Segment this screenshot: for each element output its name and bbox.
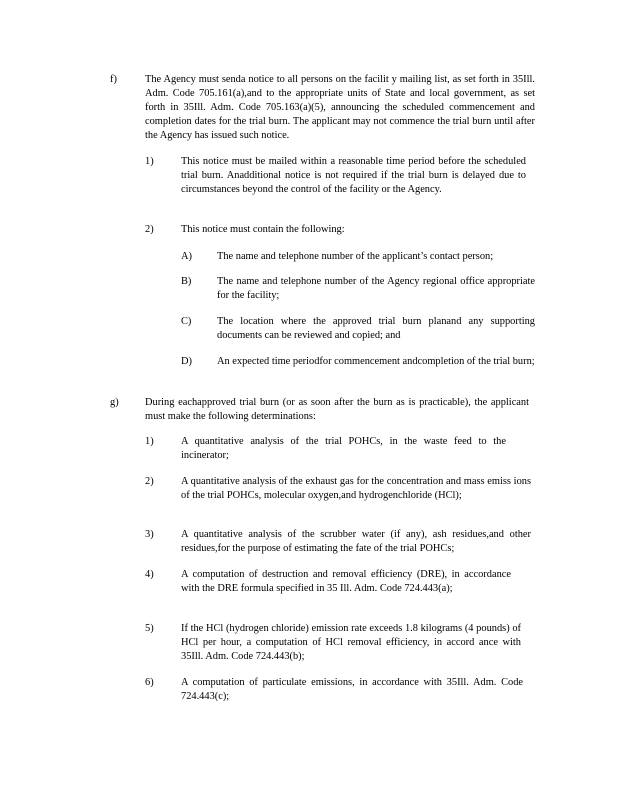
subitem-d-label: D) <box>181 356 192 367</box>
section-g-item-4-label: 4) <box>145 569 154 580</box>
subitem-d-text: An expected time periodfor commencement andcompletion of the trial burn; <box>217 356 535 367</box>
section-g-item-1-label: 1) <box>145 436 154 447</box>
section-g-text: During eachapproved trial burn (or as soon after the burn as is practicable), the applicant must make the following determinations: <box>145 397 529 422</box>
section-f-item-2-text: This notice must contain the following: <box>181 224 345 235</box>
section-g-item-6-text: A computation of particulate emissions, in accordance with 35Ill. Adm. Code 724.443(c); <box>181 677 523 702</box>
section-g-item-2-text: A quantitative analysis of the exhaust gas for the concentration and mass emiss ions of the trial POHCs, molecular oxygen,and hydrogenchloride (HCl); <box>181 476 531 501</box>
section-f-item-1-text: This notice must be mailed within a reasonable time period before the scheduled trial burn. Anadditional notice is not required if the trial burn is delayed due to circumstances beyond the control of the facility or the Agency. <box>181 156 526 195</box>
section-g-item-5-text: If the HCl (hydrogen chloride) emission rate exceeds 1.8 kilograms (4 pounds) of HCl per hour, a computation of HCl removal efficiency, in accord ance with 35Ill. Adm. Code 724.443(b); <box>181 623 521 662</box>
subitem-a-text: The name and telephone number of the applicant’s contact person; <box>217 251 494 262</box>
section-g-item-3-text: A quantitative analysis of the scrubber water (if any), ash residues,and other residues,for the purpose of estimating the fate of the trial POHCs; <box>181 529 531 554</box>
section-f-text: The Agency must senda notice to all persons on the facilit y mailing list, as set forth in 35Ill. Adm. Code 705.161(a),and to the appropriate units of State and local government, as set forth in 35Ill. Adm. Code 705.163(a)(5), announcing the scheduled commencement and completion dates for the trial burn. The applicant may not commence the trial burn until after the Agency has issued such notice. <box>145 74 535 141</box>
section-g-item-6-label: 6) <box>145 677 154 688</box>
section-f-item-1-label: 1) <box>145 156 154 167</box>
subitem-b-label: B) <box>181 276 192 287</box>
section-f-label: f) <box>110 74 117 85</box>
subitem-a-label: A) <box>181 251 192 262</box>
subitem-c-text: The location where the approved trial burn planand any supporting documents can be reviewed and copied; and <box>217 316 535 341</box>
section-g-item-2-label: 2) <box>145 476 154 487</box>
section-g-item-3-label: 3) <box>145 529 154 540</box>
section-f-item-2-label: 2) <box>145 224 154 235</box>
section-g-item-5-label: 5) <box>145 623 154 634</box>
subitem-b-text: The name and telephone number of the Agency regional office appropriate for the facility; <box>217 276 535 301</box>
section-g-label: g) <box>110 397 119 408</box>
subitem-c-label: C) <box>181 316 192 327</box>
section-g-item-1-text: A quantitative analysis of the trial POHCs, in the waste feed to the incinerator; <box>181 436 506 461</box>
section-g-item-4-text: A computation of destruction and removal efficiency (DRE), in accordance with the DRE formula specified in 35 Ill. Adm. Code 724.443(a); <box>181 569 511 594</box>
